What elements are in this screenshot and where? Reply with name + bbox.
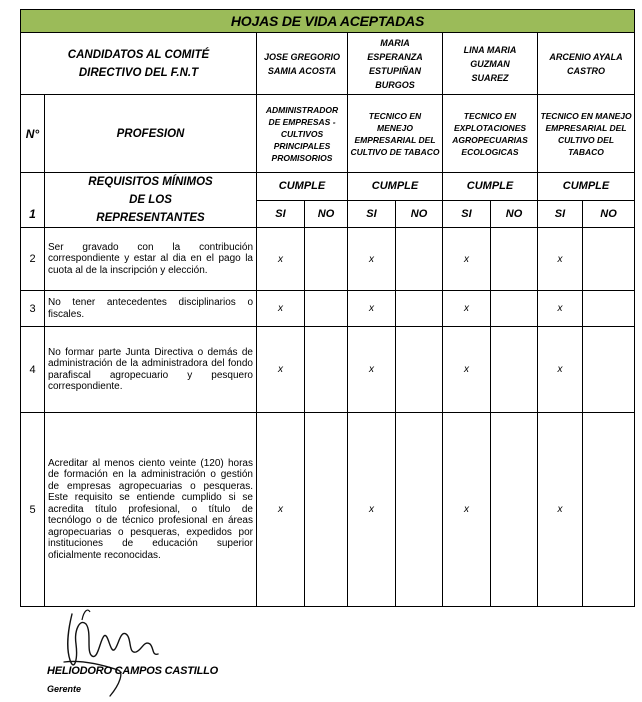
no-header-1: NO [305,200,348,228]
candidate-profession-1: ADMINISTRADOR DE EMPRESAS - CULTIVOS PRINCIPALES PROMISORIOS [257,95,348,173]
mark-no-2 [396,327,443,413]
mark-no-3 [491,413,538,607]
row-number-1: 1 [21,200,45,228]
row-number: 5 [21,413,45,607]
mark-si-3: x [443,228,491,291]
requirements-header: REQUISITOS MÍNIMOS DE LOS REPRESENTANTES [45,173,257,228]
requirement-row-2 [21,228,635,291]
mark-no-1 [305,413,348,607]
mark-no-4 [583,413,635,607]
no-header-4: NO [583,200,635,228]
candidate-profession-2: TECNICO EN MENEJO EMPRESARIAL DEL CULTIVO DE TABACO [348,95,443,173]
mark-no-3 [491,327,538,413]
mark-no-2 [396,413,443,607]
mark-si-3: x [443,327,491,413]
requirement-row-4 [21,327,635,413]
table-title: HOJAS DE VIDA ACEPTADAS [21,10,635,33]
candidates-table [20,9,635,607]
mark-no-4 [583,327,635,413]
mark-no-1 [305,228,348,291]
mark-si-1: x [257,228,305,291]
cumple-header-1: CUMPLE [257,173,348,201]
cumple-header-4: CUMPLE [538,173,635,201]
requirement-row-3 [21,291,635,327]
mark-no-1 [305,291,348,327]
number-cell-blank [21,173,45,201]
mark-no-2 [396,291,443,327]
mark-si-4: x [538,327,583,413]
signer-name: HELIODORO CAMPOS CASTILLO [47,665,219,677]
candidate-name-3: LINA MARIA GUZMAN SUAREZ [443,33,538,95]
mark-si-1: x [257,291,305,327]
mark-si-3: x [443,291,491,327]
mark-no-2 [396,228,443,291]
mark-si-3: x [443,413,491,607]
requirement-row-5 [21,413,635,607]
no-header-2: NO [396,200,443,228]
mark-no-4 [583,228,635,291]
candidate-name-1: JOSE GREGORIO SAMIA ACOSTA [257,33,348,95]
mark-no-4 [583,291,635,327]
mark-no-3 [491,291,538,327]
mark-si-4: x [538,413,583,607]
candidates-header: CANDIDATOS AL COMITÉ DIRECTIVO DEL F.N.T [21,33,257,95]
number-header: N° [21,95,45,173]
mark-si-2: x [348,413,396,607]
requirement-text: Ser gravado con la contribución correspondiente y estar al dia en el pago la cuota al de la inscripción y elección. [45,228,257,291]
cumple-header-3: CUMPLE [443,173,538,201]
si-header-4: SI [538,200,583,228]
mark-si-4: x [538,228,583,291]
profession-header: PROFESION [45,95,257,173]
requirement-text: Acreditar al menos ciento veinte (120) horas de formación en la administración o gestión de empresas agropecuarias o pesqueras. Este requisito se entiende cumplido si se acredita título profesional, o título de tecnólogo o de técnico profesional en áreas agropecuarias o pesqueras, expedidos por instituciones de educación superior oficialmente reconocidas. [45,413,257,607]
candidate-profession-4: TECNICO EN MANEJO EMPRESARIAL DEL CULTIVO DEL TABACO [538,95,635,173]
mark-si-4: x [538,291,583,327]
candidate-name-2: MARIA ESPERANZA ESTUPIÑAN BURGOS [348,33,443,95]
signer-role: Gerente [47,684,82,694]
mark-si-1: x [257,327,305,413]
mark-no-3 [491,228,538,291]
si-header-2: SI [348,200,396,228]
mark-no-1 [305,327,348,413]
row-number: 4 [21,327,45,413]
candidate-profession-3: TECNICO EN EXPLOTACIONES AGROPECUARIAS ECOLOGICAS [443,95,538,173]
mark-si-1: x [257,413,305,607]
no-header-3: NO [491,200,538,228]
mark-si-2: x [348,327,396,413]
requirement-text: No formar parte Junta Directiva o demás de administración de la administradora del fondo parafiscal agropecuario y pesquero correspondiente. [45,327,257,413]
mark-si-2: x [348,228,396,291]
row-number: 3 [21,291,45,327]
cumple-header-2: CUMPLE [348,173,443,201]
mark-si-2: x [348,291,396,327]
si-header-3: SI [443,200,491,228]
si-header-1: SI [257,200,305,228]
row-number: 2 [21,228,45,291]
candidate-name-4: ARCENIO AYALA CASTRO [538,33,635,95]
requirement-text: No tener antecedentes disciplinarios o fiscales. [45,291,257,327]
